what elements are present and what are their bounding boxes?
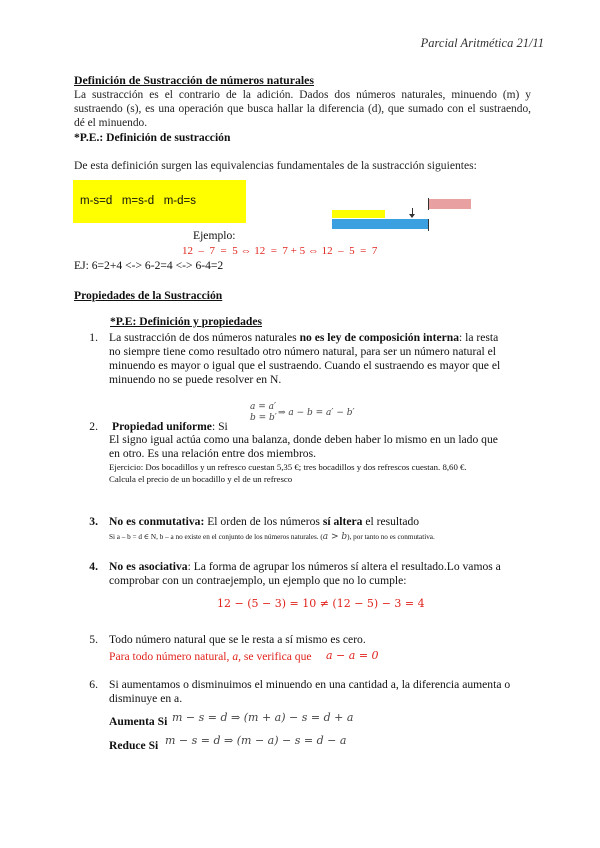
reduce-label: Reduce Si (109, 739, 159, 752)
item-2-exercise-line2: Calcula el precio de un bocadillo y el de un refresco (109, 474, 293, 484)
diagram-arrowhead-icon (409, 214, 415, 218)
aumenta-label: Aumenta Si (109, 715, 168, 728)
diagram-divider-bottom (428, 219, 429, 231)
definition-paragraph: La sustracción es el contrario de la adición. Dados dos números naturales, minuendo (m) y sustraendo (s), es una operación que busca hallar la diferencia (d), que sumado con el sustraendo, dé el minuendo. (74, 89, 531, 130)
diagram-yellow-bar (332, 210, 385, 218)
item-5-red-line: Para todo número natural, a, se verifica que (109, 650, 312, 663)
pe-properties-label: *P.E: Definición y propiedades (110, 315, 263, 328)
definition-title: Definición de Sustracción de números naturales (74, 73, 314, 87)
item-1-line4: minuendo no se puede resolver en N. (109, 373, 282, 386)
item-1-line1: La sustracción de dos números naturales no es ley de composición interna: la resta (109, 331, 499, 344)
ej-line: EJ: 6=2+4 <-> 6-2=4 <-> 6-4=2 (74, 259, 224, 272)
item-1-line2: no siempre tiene como resultado otro número natural, para ser un número natural el (109, 345, 496, 358)
diagram-pink-bar (429, 199, 471, 209)
properties-title: Propiedades de la Sustracción (74, 289, 223, 302)
pe-definition-label: *P.E.: Definición de sustracción (74, 131, 231, 144)
item-4-line2: comprobar con un contraejemplo, un ejemplo que no lo cumple: (109, 574, 407, 587)
fundamental-formulas: m-s=d m=s-d m-d=s (80, 195, 196, 207)
uniform-math-top: a = a′ (250, 402, 277, 412)
item-6-line2: disminuye en a. (109, 692, 183, 705)
aumenta-formula: m − s = d ⇒ (m + a) − s = d + a (172, 711, 354, 724)
uniform-math-result: ⇒ a − b = a′ − b′ (278, 408, 355, 418)
item-1-number: 1. (89, 331, 98, 344)
item-2-line1: Propiedad uniforme: Si (112, 420, 228, 433)
item-5-line1: Todo número natural que se le resta a sí mismo es cero. (109, 633, 366, 646)
item-3-note: Si a – b = d ∈ N, b – a no existe en el conjunto de los números naturales. (a > b), por tanto no es conmutativa. (109, 532, 435, 542)
item-6-line1: Si aumentamos o disminuimos el minuendo en una cantidad a, la diferencia aumenta o (109, 678, 511, 691)
reduce-formula: m − s = d ⇒ (m − a) − s = d − a (165, 734, 347, 747)
ejemplo-label: Ejemplo: (193, 229, 236, 242)
item-4-line1: No es asociativa: La forma de agrupar los números sí altera el resultado.Lo vamos a (109, 560, 501, 573)
item-2-number: 2. (89, 420, 98, 433)
equivalences-intro: De esta definición surgen las equivalencias fundamentales de la sustracción siguientes: (74, 159, 477, 172)
item-6-number: 6. (89, 678, 98, 691)
item-3-line1: No es conmutativa: El orden de los números sí altera el resultado (109, 515, 420, 528)
ejemplo-equivalence: 12 – 7 = 5 ⇔ 12 = 7 + 5 ⇔ 12 – 5 = 7 (182, 245, 378, 257)
item-3-number: 3. (89, 515, 98, 528)
uniform-math-bottom: b = b′ (250, 413, 277, 423)
diagram-divider-top (428, 198, 429, 210)
item-2-exercise-line1: Ejercicio: Dos bocadillos y un refresco cuestan 5,35 €; tres bocadillos y dos refrescos cuestan. 8,60 €. (109, 462, 467, 472)
item-4-number: 4. (89, 560, 98, 573)
item-1-line3: minuendo es mayor o igual que el sustraendo. Cuando el sustraendo es mayor que el (109, 359, 501, 372)
item-4-counterexample: 12 − (5 − 3) = 10 ≠ (12 − 5) − 3 = 4 (217, 597, 425, 610)
item-2-line2: El signo igual actúa como una balanza, donde deben haber lo mismo en un lado que (109, 433, 498, 446)
item-2-line3: en otro. Es una relación entre dos miembros. (109, 447, 317, 460)
page-header: Parcial Aritmética 21/11 (420, 36, 544, 50)
item-5-formula: a − a = 0 (326, 649, 379, 662)
item-5-number: 5. (89, 633, 98, 646)
diagram-blue-bar (332, 219, 428, 229)
